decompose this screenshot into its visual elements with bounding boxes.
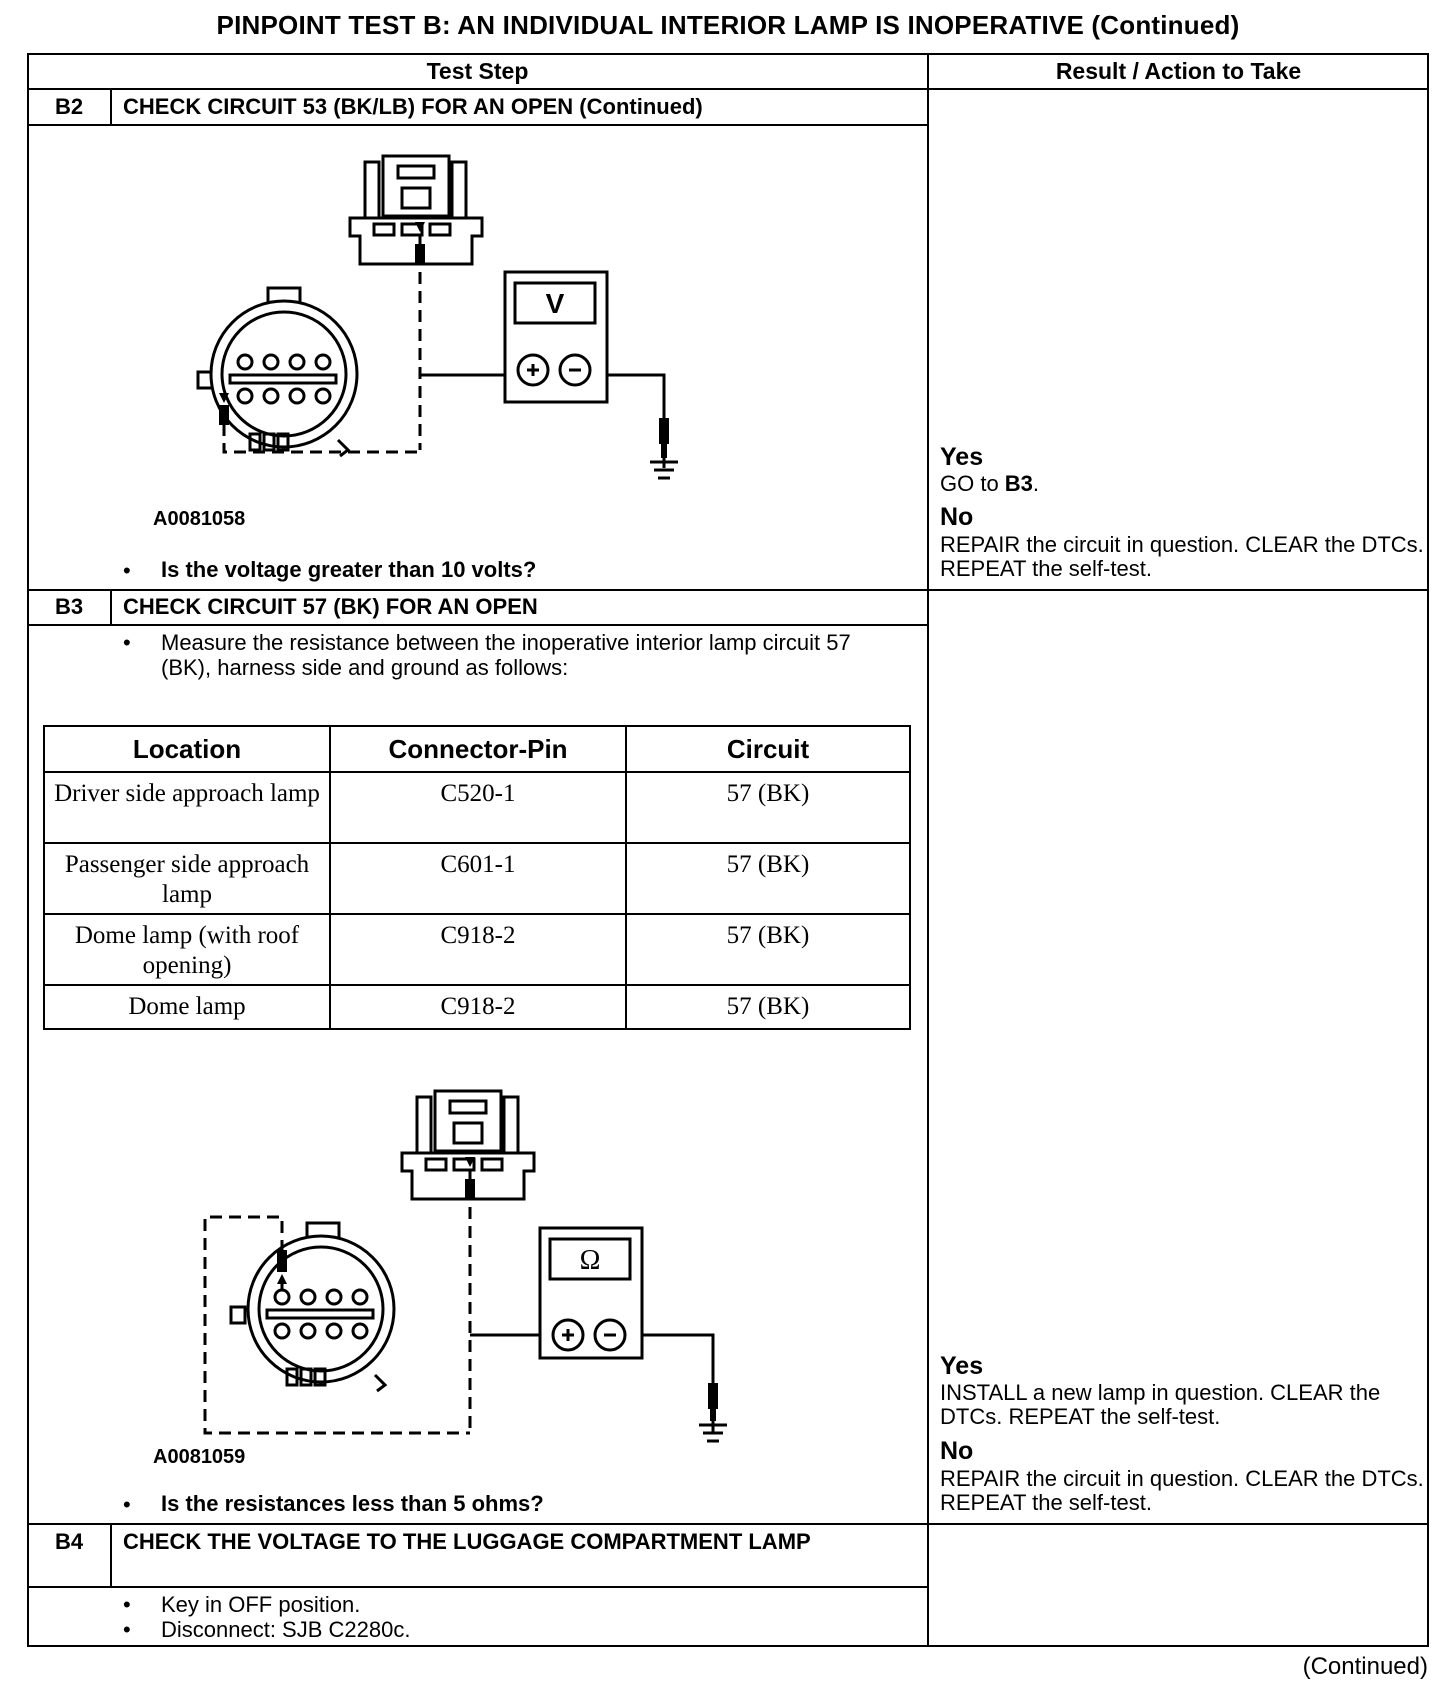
header-test-step: Test Step [426, 58, 529, 84]
table-cell: C601-1 [330, 843, 626, 914]
no-action-b2: REPAIR the circuit in question. CLEAR the DTCs. REPEAT the self-test. [940, 532, 1424, 581]
step-title-b3: CHECK CIRCUIT 57 (BK) FOR AN OPEN [123, 594, 538, 619]
table-cell: C918-2 [330, 914, 626, 985]
step-title-b4: CHECK THE VOLTAGE TO THE LUGGAGE COMPARTMENT LAMP [123, 1529, 811, 1554]
lamp-connector-icon [231, 1223, 394, 1391]
table-cell: Dome lamp (with roof opening) [44, 914, 330, 985]
table-header: Connector-Pin [330, 726, 626, 772]
connector-pin-table [43, 725, 911, 1030]
ground-icon [650, 458, 678, 478]
table-row [44, 772, 910, 843]
table-cell: Driver side approach lamp [44, 772, 330, 843]
table-cell: 57 (BK) [626, 985, 910, 1029]
row-divider [28, 1586, 928, 1588]
step-title-b2: CHECK CIRCUIT 53 (BK/LB) FOR AN OPEN (Continued) [123, 94, 703, 119]
no-label-b2: No [940, 503, 974, 531]
yes-label-b2: Yes [940, 443, 984, 471]
table-row [44, 914, 910, 985]
row-divider [28, 589, 1428, 591]
row-divider [28, 1523, 1428, 1525]
table-cell: 57 (BK) [626, 843, 910, 914]
row-divider [28, 88, 1428, 90]
no-label-b3: No [940, 1437, 974, 1465]
table-cell: 57 (BK) [626, 772, 910, 843]
table-header: Circuit [626, 726, 910, 772]
table-header-row [44, 726, 910, 772]
bullet-b4-2: Disconnect: SJB C2280c. [161, 1617, 411, 1642]
no-action-b3: REPAIR the circuit in question. CLEAR the DTCs. REPEAT the self-test. [940, 1466, 1424, 1515]
bullet: • [123, 558, 131, 583]
bullet: • [123, 1592, 131, 1617]
meter-symbol: Ω [579, 1245, 601, 1276]
question-b3: Is the resistances less than 5 ohms? [161, 1491, 544, 1516]
table-row [44, 843, 910, 914]
table-cell: C520-1 [330, 772, 626, 843]
table-cell: 57 (BK) [626, 914, 910, 985]
bullet: • [123, 1617, 131, 1642]
table-cell: C918-2 [330, 985, 626, 1029]
bullet: • [123, 630, 131, 655]
step-id-b2: B2 [54, 94, 84, 119]
bullet: • [123, 1492, 131, 1517]
meter-symbol: V [545, 288, 565, 319]
row-divider [28, 624, 928, 626]
bullet-b4-1: Key in OFF position. [161, 1592, 361, 1617]
continued-label: (Continued) [1302, 1653, 1428, 1680]
column-divider [927, 54, 929, 1646]
yes-action-b2: GO to B3. [940, 471, 1040, 496]
table-cell: Passenger side approach lamp [44, 843, 330, 914]
question-b2: Is the voltage greater than 10 volts? [161, 557, 537, 582]
yes-action-b3: INSTALL a new lamp in question. CLEAR the DTCs. REPEAT the self-test. [940, 1380, 1381, 1429]
lamp-connector-icon [198, 288, 357, 456]
instruction-b3: Measure the resistance between the inoperative interior lamp circuit 57 (BK), harness side and ground as follows: [161, 630, 851, 680]
figure-id-b2: A0081058 [153, 508, 246, 530]
figure-id-b3: A0081059 [153, 1446, 246, 1468]
page-title: PINPOINT TEST B: AN INDIVIDUAL INTERIOR LAMP IS INOPERATIVE (Continued) [216, 10, 1240, 40]
ground-icon [699, 1421, 727, 1441]
table-row [44, 985, 910, 1029]
step-id-b4: B4 [54, 1529, 84, 1554]
voltage-test-diagram [180, 150, 740, 530]
table-cell: Dome lamp [44, 985, 330, 1029]
yes-label-b3: Yes [940, 1352, 984, 1380]
resistance-test-diagram [195, 1085, 755, 1455]
header-result: Result / Action to Take [1055, 58, 1302, 84]
table-header: Location [44, 726, 330, 772]
row-divider [28, 124, 928, 126]
step-id-b3: B3 [54, 594, 84, 619]
